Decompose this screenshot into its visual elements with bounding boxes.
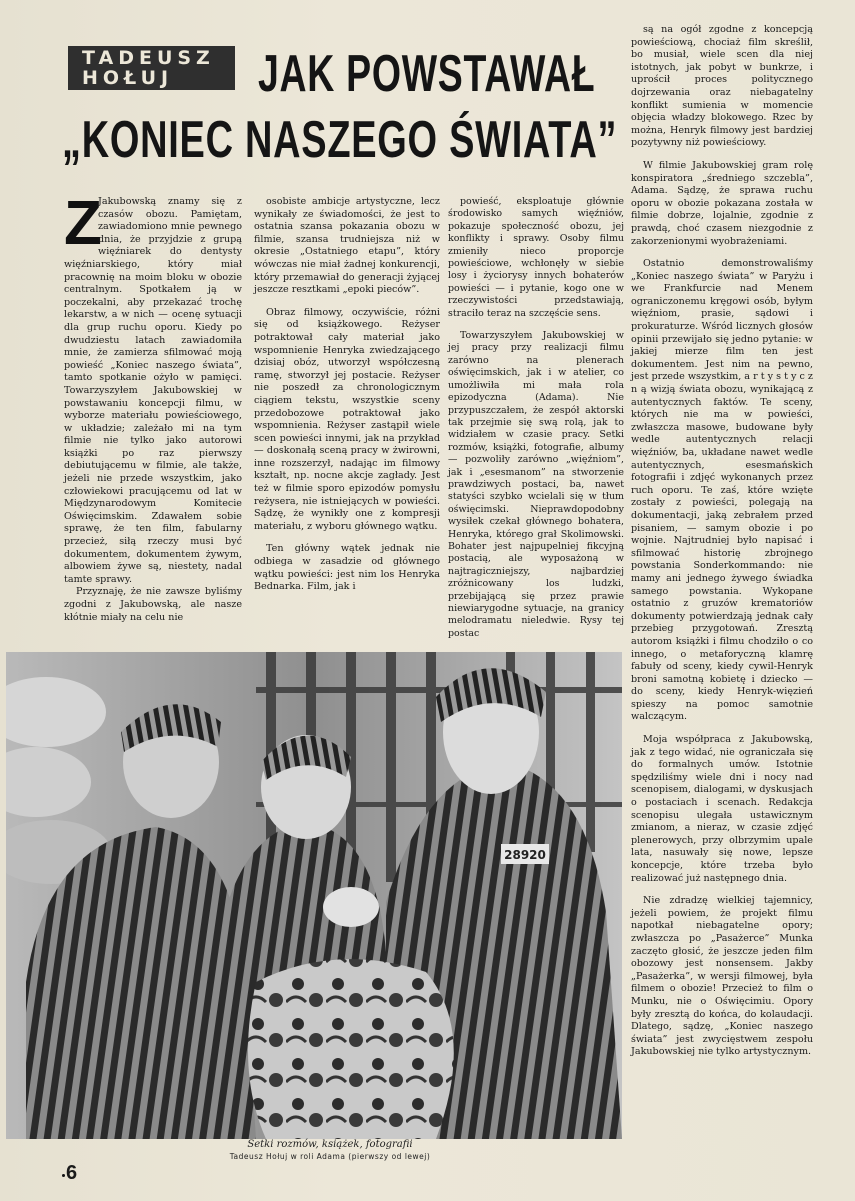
paragraph: W filmie Jakubowskiej gram rolę konspiratora „średniego szczebla”, Adama. Sądzę, że sprawa ruchu oporu w obozie pokazana została w filmie dobrze, lojalnie, zgodnie z prawdą, choć czasem niezgodnie z zakorzenionymi wyobrażeniami.	[631, 159, 813, 247]
photo-illustration	[6, 652, 622, 1139]
caption-main: Setki rozmów, książek, fotografii	[247, 1139, 413, 1150]
text-column-2	[254, 196, 440, 594]
paragraph: Obraz filmowy, oczywiście, różni się od książkowego. Reżyser potraktował cały materiał jako wspomnienie Henryka zwiedzającego dzisiaj obóz, utworzył współczesną ramę, stworzył jej postacie. Reżyser nie poszedł za chronologicznym ciągiem tekstu, wszystkie sceny przedobozowe potraktował jako wspomnienia. Reżyser zastąpił wiele scen powieści innymi, jak na przykład — doskonałą sceną pracy w żwirowni, inne rozszerzył, nadając im filmowy kształt, np. nocne akcje zagłady. Jest też w filmie sporo epizodów pomysłu reżysera, nie istniejących w powieści. Sądzę, że wynikły one z kompresji materiału, z wyboru głównego wątku.	[254, 306, 440, 532]
paragraph: Towarzyszyłem Jakubowskiej w jej pracy przy realizacji filmu zarówno na plenerach oświęcimskich, jak i w atelier, co umożliwiła mi mała rola epizodyczna (Adama). Nie przypuszczałem, że zespół aktorski tak przejmie się swą rolą, jak to widziałem w czasie pracy. Setki rozmów, książki, fotografie, albumy — pozwoliły zarówno „więźniom”, jak i „esesmanom” na stworzenie prawdziwych postaci, ba, nawet statyści szybko wcielali się w tłum oświęcimski. Nieprawdopodobny wysiłek czekał głównego bohatera, Henryka, którego grał Skolimowski. Bohater jest najpupelniej fikcyjną postacią, ale wyposażoną w najtragiczniejszy, najbardziej zróżnicowany los ludzki, przebijającą się przez prawie niewiarygodne sytuacje, na granicy melodramatu nieledwie. Rysy tej postac	[448, 330, 624, 639]
paragraph: osobiste ambicje artystyczne, lecz wynikały ze świadomości, że jest to ostatnia szansa pokazania obozu w filmie, szansa trudniejsza niż w okresie „Ostatniego etapu”, który wówczas nie miał żadnej konkurencji, który przemawiał do generacji żyjącej jeszcze resztkami „epoki pieców”.	[254, 196, 440, 296]
paragraph: Przyznaję, że nie zawsze byliśmy zgodni z Jakubowską, ale nasze kłótnie miały na celu nie	[64, 586, 242, 623]
paragraph: Nie zdradzę wielkiej tajemnicy, jeżeli powiem, że projekt filmu napotkał niebagatelne opory; zwłaszcza po „Pasażerce” Munka zaczęto głosić, że jeszcze jeden film obozowy jest nonsensem. Jakby „Pasażerka”, w wersji filmowej, była filmem o obozie! Przecież to film o Munku, nie o Oświęcimiu. Opory były zresztą do końca, do kolaudacji. Dlatego, sądzę, „Koniec naszego świata” jest zwycięstwem zespołu Jakubowskiej nie tylko artystycznym.	[631, 895, 813, 1058]
paragraph: Z Jakubowską znamy się z czasów obozu. Pamiętam, zawiadomiono mnie pewnego dnia, że przyjdzie z grupą więźniarek do dentysty więźniarskiego, który miał pracownię na moim bloku w obozie centralnym. Spotkałem ją w poczekalni, aby przekazać trochę lekarstw, a w nich — ocenę sytuacji dla grup ruchu oporu. Kiedy po dwudziestu latach zawiadomiła mnie, że zamierza sfilmować moją powieść „Koniec naszego świata”, tamto spotkanie ożyło w pamięci. Towarzyszyłem Jakubowskiej w powstawaniu koncepcji filmu, w wyborze materiału powieściowego, w układzie; zależało mi na tym filmie nie tylko jako autorowi książki po raz pierwszy debiutującemu w filmie, ale także, jeżeli nie przede wszystkim, jako człowiekowi pracującemu od lat w Międzynarodowym Komitecie Oświęcimskim. Zdawałem sobie sprawę, że ten film, fabularny przecież, siłą rzeczy musi być dokumentem, dokumentem żywym, albowiem żywe są, niestety, nadal tamte sprawy.	[64, 189, 242, 585]
paragraph: powieść, eksploatuje głównie środowisko samych więźniów, pokazuje społeczność obozu, jej konflikty i sprawy. Osoby filmu zmieniły nieco proporcje powieściowe, wchłonęły w siebie losy i życiorysy innych bohaterów powieści — i pytanie, kogo one w rzeczywistości przedstawiają, straciło teraz na szczęście sens.	[448, 196, 624, 319]
paragraph: Ten główny wątek jednak nie odbiega w zasadzie od głównego wątku powieści: jest nim los Henryka Bednarka. Film, jak i	[254, 543, 440, 593]
drop-cap: Z	[64, 189, 102, 258]
article-title-line2: „KONIEC NASZEGO ŚWIATA”	[62, 111, 618, 169]
photo-caption	[180, 1139, 480, 1163]
author-box	[68, 46, 235, 90]
author-name: TADEUSZ HOŁUJ	[82, 47, 215, 89]
paragraph: Moja współpraca z Jakubowską, jak z tego widać, nie ograniczała się do formalnych umów. Istotnie spędziliśmy wiele dni i nocy nad scenopisem, dialogami, w dyskusjach o postaciach i scenach. Redakcja scenopisu ulegała ustawicznym zmianom, a nieraz, w czasie zdjęć plenerowych, przy olbrzymim upale lata, nasuwały się nowe, lepsze koncepcje, które trzeba było realizować już następnego dnia.	[631, 734, 813, 884]
paragraph: są na ogół zgodne z koncepcją powieściową, chociaż film skreślił, bo musiał, wiele scen dla niej istotnych, jak pobyt w bunkrze, i uprościł proces politycznego dojrzewania oraz niebagatelny konflikt sumienia w momencie objęcia władzy blokowego. Rzec by można, Henryk filmowy jest bardziej pozytywny niż powieściowy.	[631, 24, 813, 149]
article-title-line1: JAK POWSTAWAŁ	[258, 45, 596, 103]
page-dot	[62, 1174, 65, 1177]
paragraph: Ostatnio demonstrowaliśmy „Koniec naszego świata” w Paryżu i we Frankfurcie nad Menem ograniczonemu kręgowi osób, byłym więźniom, prasie, sądowi i prokuraturze. Wśród licznych głosów opinii przewijało się jedno pytanie: w jakiej mierze film ten jest dokumentem. Jest nim na pewno, jest przede wszystkim, a r t y s t y c z n ą wizją świata obozu, wynikającą z autentycznych faktów. Te sceny, których nie ma w powieści, zwłaszcza masowe, budowane były wedle autentycznych relacji więźniów, ba, układane nawet wedle autentycznych, esesmańskich fotografii i zdjęć wykonanych przez ruch oporu. Te zaś, które wzięte zostały z powieści, polegają na dokumentacji, jaką zebrałem przed pisaniem, — samym obozie i po wojnie. Najtrudniej było napisać i sfilmować historię zbrojnego powstania Sonderkommando: nie mamy ani jednego żywego świadka samego powstania. Wykopane ostatnio z gruzów krematoriów dokumenty potwierdzają jednak cały przebieg przygotowań. Zresztą autorom książki i filmu chodziło o co innego, o metaforyczną klamrę fabuły od sceny, kiedy cywil-Henryk broni samotną kobietę i dziecko — do sceny, kiedy Henryk-więzień spieszy na pomoc samotnie walczącym.	[631, 258, 813, 723]
prisoner-number: 28920	[504, 848, 546, 862]
page-number: 6	[66, 1162, 78, 1184]
text-column-1	[64, 189, 242, 624]
text-column-3	[448, 196, 624, 640]
film-still-photo	[6, 652, 622, 1139]
text-column-4	[631, 24, 813, 1059]
caption-credit: Tadeusz Hołuj w roli Adama (pierwszy od lewej)	[229, 1152, 431, 1161]
